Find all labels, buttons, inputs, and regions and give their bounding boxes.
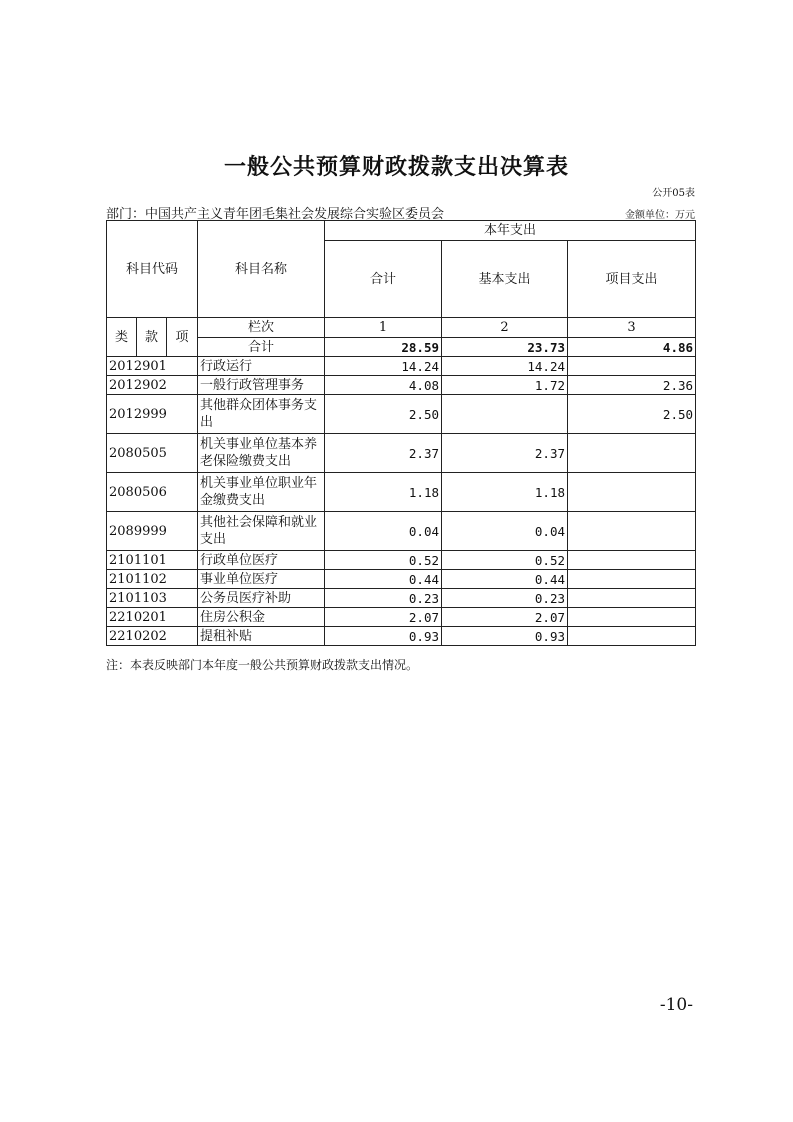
row-name: 机关事业单位基本养老保险缴费支出 — [198, 434, 325, 473]
table-row — [107, 608, 696, 627]
row-code: 2080506 — [107, 473, 198, 512]
row-code: 2089999 — [107, 512, 198, 551]
row-code: 2101101 — [107, 551, 198, 570]
row-total: 0.04 — [325, 512, 442, 551]
page-title: 一般公共预算财政拨款支出决算表 — [223, 154, 569, 180]
header-kuan: 款 — [137, 318, 167, 357]
header-col1: 1 — [325, 318, 442, 338]
row-total: 0.93 — [325, 627, 442, 646]
row-name: 机关事业单位职业年金缴费支出 — [198, 473, 325, 512]
header-lei: 类 — [107, 318, 137, 357]
row-name: 一般行政管理事务 — [198, 376, 325, 395]
header-subject-name: 科目名称 — [198, 221, 325, 318]
row-basic: 0.52 — [442, 551, 568, 570]
table-row — [107, 473, 696, 512]
row-name: 事业单位医疗 — [198, 570, 325, 589]
row-total: 2.37 — [325, 434, 442, 473]
footnote: 注：本表反映部门本年度一般公共预算财政拨款支出情况。 — [106, 658, 419, 672]
row-total: 2.50 — [325, 395, 442, 434]
row-total: 2.07 — [325, 608, 442, 627]
row-project — [568, 551, 696, 570]
row-code: 2080505 — [107, 434, 198, 473]
table-row — [107, 395, 696, 434]
sum-label: 合计 — [198, 338, 325, 357]
row-basic — [442, 395, 568, 434]
header-subject-code: 科目代码 — [107, 221, 198, 318]
table-row — [107, 570, 696, 589]
row-project — [568, 434, 696, 473]
page-number: -10- — [659, 995, 693, 1015]
row-name: 行政单位医疗 — [198, 551, 325, 570]
row-name: 住房公积金 — [198, 608, 325, 627]
row-name: 其他群众团体事务支出 — [198, 395, 325, 434]
row-total: 1.18 — [325, 473, 442, 512]
amount-unit: 金额单位：万元 — [625, 210, 695, 221]
form-number: 公开05表 — [652, 188, 695, 199]
row-code: 2101103 — [107, 589, 198, 608]
header-current-year: 本年支出 — [325, 221, 696, 241]
row-basic: 0.44 — [442, 570, 568, 589]
row-project: 2.36 — [568, 376, 696, 395]
row-total: 4.08 — [325, 376, 442, 395]
table-row — [107, 551, 696, 570]
row-total: 0.44 — [325, 570, 442, 589]
row-basic: 1.72 — [442, 376, 568, 395]
row-total: 0.23 — [325, 589, 442, 608]
sum-total: 28.59 — [325, 338, 442, 357]
sum-project: 4.86 — [568, 338, 696, 357]
row-total: 0.52 — [325, 551, 442, 570]
row-basic: 14.24 — [442, 357, 568, 376]
row-code: 2012999 — [107, 395, 198, 434]
table-row — [107, 512, 696, 551]
row-basic: 0.23 — [442, 589, 568, 608]
table-row — [107, 589, 696, 608]
row-basic: 0.93 — [442, 627, 568, 646]
header-basic: 基本支出 — [442, 241, 568, 318]
table-row — [107, 376, 696, 395]
header-col2: 2 — [442, 318, 568, 338]
expenditure-table — [106, 220, 696, 646]
row-code: 2012901 — [107, 357, 198, 376]
header-column-no: 栏次 — [198, 318, 325, 338]
header-project: 项目支出 — [568, 241, 696, 318]
row-basic: 2.37 — [442, 434, 568, 473]
row-name: 其他社会保障和就业支出 — [198, 512, 325, 551]
row-name: 公务员医疗补助 — [198, 589, 325, 608]
table-row — [107, 434, 696, 473]
row-project — [568, 627, 696, 646]
row-project: 2.50 — [568, 395, 696, 434]
row-basic: 0.04 — [442, 512, 568, 551]
table-row — [107, 627, 696, 646]
department-label: 部门：中国共产主义青年团毛集社会发展综合实验区委员会 — [106, 207, 445, 222]
row-code: 2210202 — [107, 627, 198, 646]
row-project — [568, 357, 696, 376]
sum-basic: 23.73 — [442, 338, 568, 357]
header-col3: 3 — [568, 318, 696, 338]
row-name: 提租补贴 — [198, 627, 325, 646]
row-project — [568, 589, 696, 608]
row-code: 2101102 — [107, 570, 198, 589]
row-project — [568, 570, 696, 589]
row-code: 2012902 — [107, 376, 198, 395]
row-name: 行政运行 — [198, 357, 325, 376]
row-project — [568, 608, 696, 627]
table-row — [107, 357, 696, 376]
header-total: 合计 — [325, 241, 442, 318]
header-xiang: 项 — [167, 318, 198, 357]
row-project — [568, 473, 696, 512]
row-basic: 1.18 — [442, 473, 568, 512]
row-basic: 2.07 — [442, 608, 568, 627]
row-project — [568, 512, 696, 551]
row-total: 14.24 — [325, 357, 442, 376]
row-code: 2210201 — [107, 608, 198, 627]
